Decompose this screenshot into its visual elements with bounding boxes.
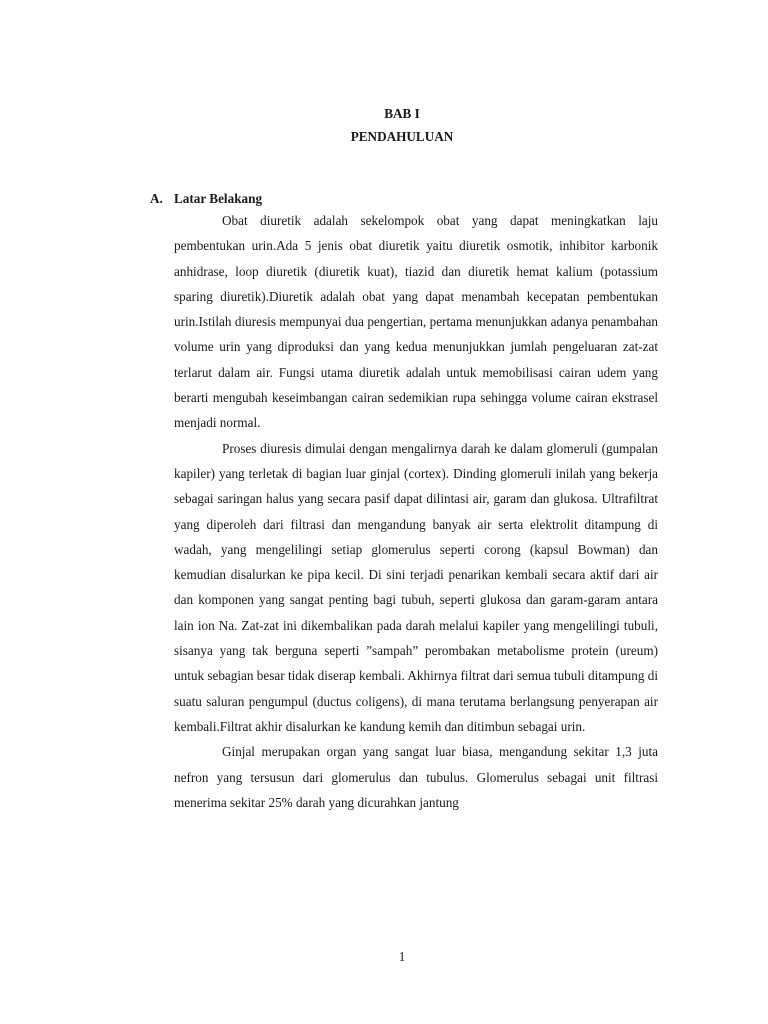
section-letter: A. xyxy=(150,191,163,206)
chapter-number: BAB I xyxy=(384,106,420,121)
chapter-title: PENDAHULUAN xyxy=(350,129,454,144)
paragraph-diuretik: Obat diuretik adalah sekelompok obat yang dapat meningkatkan laju pembentukan urin.Ada 5 jenis obat diuretik yaitu diuretik osmotik, inhibitor karbonik anhidrase, loop diuretik (diuretik kuat), tiazid dan diuretik hemat kalium (potassium sparing diuretik).Diuretik adalah obat yang dapat menambah kecepatan pembentukan urin.Istilah diuresis mempunyai dua pengertian, pertama menunjukkan adanya penambahan volume urin yang diproduksi dan yang kedua menunjukkan jumlah pengeluaran zat-zat terlarut dalam air. Fungsi utama diuretik adalah untuk memobilisasi cairan udem yang berarti mengubah keseimbangan cairan sedemikian rupa sehingga volume cairan ekstrasel menjadi normal. xyxy=(174,213,658,431)
body-text xyxy=(174,208,658,815)
section-title: Latar Belakang xyxy=(174,191,263,206)
page-number: 1 xyxy=(398,949,406,964)
paragraph-ginjal: Ginjal merupakan organ yang sangat luar biasa, mengandung sekitar 1,3 juta nefron yang tersusun dari glomerulus dan tubulus. Glomerulus sebagai unit filtrasi menerima sekitar 25% darah yang dicurahkan jantung xyxy=(174,744,658,810)
paragraph-proses-diuresis: Proses diuresis dimulai dengan mengalirnya darah ke dalam glomeruli (gumpalan kapiler) yang terletak di bagian luar ginjal (cortex). Dinding glomeruli inilah yang bekerja sebagai saringan halus yang secara pasif dapat dilintasi air, garam dan glukosa. Ultrafiltrat yang diperoleh dari filtrasi dan mengandung banyak air serta elektrolit ditampung di wadah, yang mengelilingi setiap glomerulus seperti corong (kapsul Bowman) dan kemudian disalurkan ke pipa kecil. Di sini terjadi penarikan kembali secara aktif dari air dan komponen yang sangat penting bagi tubuh, seperti glukosa dan garam-garam antara lain ion Na. Zat-zat ini dikembalikan pada darah melalui kapiler yang mengelilingi tubuli, sisanya yang tak berguna seperti ”sampah” perombakan metabolisme protein (ureum) untuk sebagian besar tidak diserap kembali. Akhirnya filtrat dari semua tubuli ditampung di suatu saluran pengumpul (ductus coligens), di mana terutama berlangsung penyerapan air kembali.Filtrat akhir disalurkan ke kandung kemih dan ditimbun sebagai urin. xyxy=(174,440,658,734)
section-heading xyxy=(150,191,262,207)
